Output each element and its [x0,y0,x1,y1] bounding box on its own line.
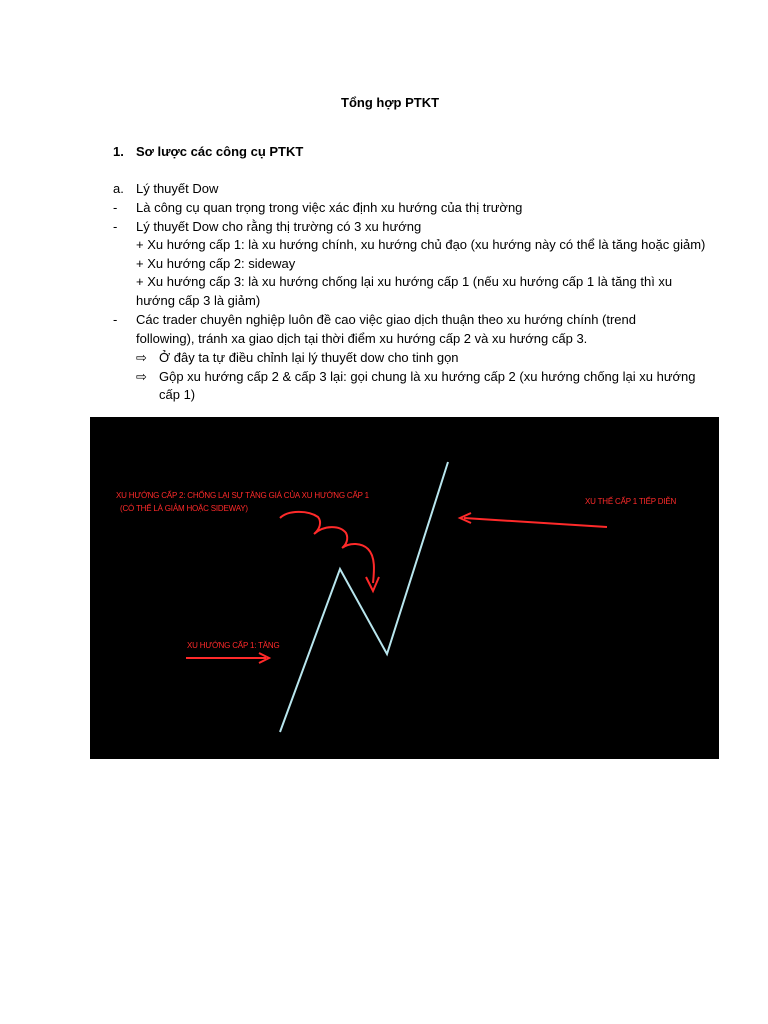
label-level1: XU HƯỚNG CẤP 1: TĂNG [187,641,280,650]
arrow-icon: ⇨ [136,350,147,365]
curly-arrow [280,512,374,583]
label-continue: XU THẾ CẤP 1 TIẾP DIỄN [585,497,677,506]
arrow-icon: ⇨ [136,369,147,384]
dow-theory-figure [90,417,719,759]
item-text: Lý thuyết Dow [136,181,219,196]
bullet-marker: - [113,219,118,234]
label-level2: XU HƯỚNG CẤP 2: CHỐNG LẠI SỰ TĂNG GIÁ CỦA XU HƯỚNG CẤP 1 [116,491,369,500]
bullet-text: Lý thuyết Dow cho rằng thị trường có 3 xu hướng [136,219,422,234]
section-heading: Sơ lược các công cụ PTKT [136,144,304,159]
continue-arrow-line [464,518,607,527]
document-title: Tổng hợp PTKT [341,95,440,110]
label-level2-sub: (CÓ THỂ LÀ GIẢM HOẶC SIDEWAY) [120,504,248,513]
bullet-text: following), tránh xa giao dịch tại thời điểm xu hướng cấp 2 và xu hướng cấp 3. [136,331,588,346]
section-number: 1. [113,144,124,159]
bullet-marker: - [113,200,118,215]
arrow-text: Ở đây ta tự điều chỉnh lại lý thuyết dow cho tinh gọn [159,350,459,365]
sub-line: + Xu hướng cấp 1: là xu hướng chính, xu hướng chủ đạo (xu hướng này có thể là tăng hoặc giảm) [136,237,706,252]
sub-line: hướng cấp 3 là giảm) [136,293,261,308]
trend-line [280,462,448,732]
item-marker: a. [113,181,124,196]
figure-drawing [90,417,719,759]
sub-line: + Xu hướng cấp 3: là xu hướng chống lại xu hướng cấp 1 (nếu xu hướng cấp 1 là tăng thì xu [136,274,673,289]
sub-line: + Xu hướng cấp 2: sideway [136,256,296,271]
bullet-marker: - [113,312,118,327]
arrow-text: Gộp xu hướng cấp 2 & cấp 3 lại: gọi chung là xu hướng cấp 2 (xu hướng chống lại xu hướng [159,369,696,384]
bullet-text: Các trader chuyên nghiệp luôn đề cao việc giao dịch thuận theo xu hướng chính (trend [136,312,636,327]
bullet-text: Là công cụ quan trọng trong việc xác định xu hướng của thị trường [136,200,523,215]
arrow-text: cấp 1) [159,387,196,402]
